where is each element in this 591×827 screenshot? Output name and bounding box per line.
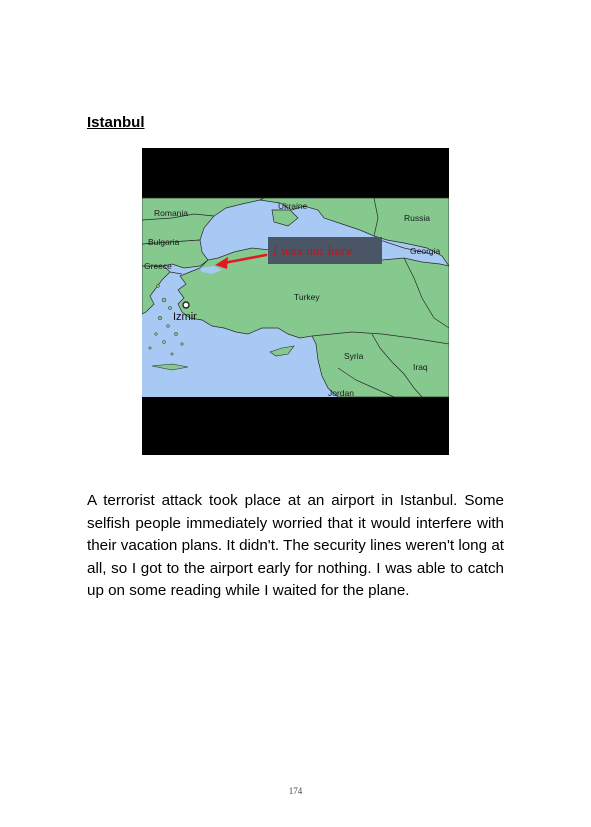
label-russia: Russia [404,213,430,223]
map-image [142,148,449,455]
page-number: 174 [288,786,303,796]
label-romania: Romania [154,208,189,218]
label-jordan: Jordan [328,388,354,398]
map-svg [142,148,449,455]
label-bulgaria: Bulgaria [148,237,180,247]
annotation-text: I was not here [273,245,353,258]
label-georgia: Georgia [410,246,441,256]
label-izmir: Izmir [173,311,197,323]
label-iraq: Iraq [413,362,428,372]
label-ukraine: Ukraine [278,201,308,211]
label-syria: Syria [344,351,364,361]
label-greece: Greece [144,261,172,271]
label-turkey: Turkey [294,292,320,302]
izmir-marker [183,302,189,308]
body-paragraph: A terrorist attack took place at an airport in Istanbul. Some selfish people immediately worried that it would interfere with their vacation plans. It didn't. The security lines weren't long at all, so I got to the airport early for nothing. I was able to catch up on some reading while I waited for the plane. [87,492,504,599]
page-heading: Istanbul [87,114,145,131]
